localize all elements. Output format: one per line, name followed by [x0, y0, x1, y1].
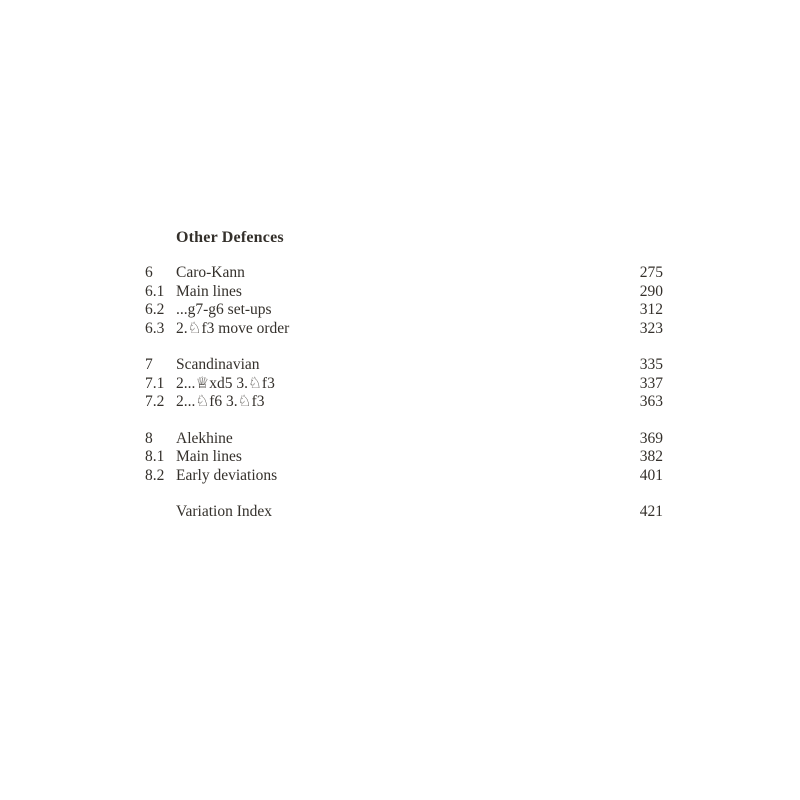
- toc-row: [145, 375, 663, 394]
- toc-group-alekhine: [145, 430, 663, 486]
- page-number: 421: [639, 503, 663, 520]
- page-number: 369: [639, 429, 663, 447]
- chapter-number: 6.3: [145, 319, 165, 337]
- page-number: 312: [639, 301, 663, 318]
- chapter-title: Early deviations: [176, 466, 278, 484]
- page-number: 275: [639, 264, 663, 281]
- toc-group-scandinavian: [145, 356, 663, 412]
- section-heading: Other Defences: [176, 229, 284, 246]
- chapter-number: 6.2: [145, 301, 165, 318]
- toc-row: [145, 430, 663, 449]
- chapter-number: 8.1: [145, 448, 165, 465]
- chapter-title: Variation Index: [176, 503, 272, 520]
- chapter-title: 2...♕xd5 3.♘f3: [176, 374, 275, 392]
- toc-row: [145, 320, 663, 339]
- chapter-number: 7: [145, 356, 153, 373]
- page-number: 382: [639, 448, 663, 465]
- chapter-title: Scandinavian: [176, 356, 260, 373]
- toc-row: [145, 283, 663, 302]
- chapter-title: Alekhine: [176, 429, 233, 447]
- chapter-title: 2.♘f3 move order: [176, 319, 290, 337]
- toc-group-variation-index: [145, 503, 663, 522]
- toc-row: [145, 467, 663, 486]
- toc-row: [145, 356, 663, 375]
- chapter-number: 8.2: [145, 466, 165, 484]
- page-number: 401: [639, 466, 663, 484]
- page-number: 290: [639, 282, 663, 300]
- chapter-number: 8: [145, 429, 153, 447]
- page-number: 335: [639, 356, 663, 373]
- toc-row: [145, 448, 663, 467]
- chapter-number: 6: [145, 264, 153, 281]
- chapter-title: Main lines: [176, 282, 242, 300]
- page-number: 337: [639, 374, 663, 392]
- toc-group-caro-kann: [145, 264, 663, 338]
- chapter-number: 6.1: [145, 282, 165, 300]
- toc-row: [145, 503, 663, 522]
- table-of-contents: [145, 228, 663, 522]
- chapter-title: 2...♘f6 3.♘f3: [176, 393, 265, 410]
- toc-row: [145, 393, 663, 412]
- toc-row: [145, 301, 663, 320]
- page-number: 363: [639, 393, 663, 410]
- chapter-number: 7.2: [145, 393, 165, 410]
- chapter-title: Main lines: [176, 448, 242, 465]
- toc-row: [145, 264, 663, 283]
- chapter-title: Caro-Kann: [176, 264, 245, 281]
- page-number: 323: [639, 319, 663, 337]
- chapter-title: ...g7-g6 set-ups: [176, 301, 272, 318]
- chapter-number: 7.1: [145, 374, 165, 392]
